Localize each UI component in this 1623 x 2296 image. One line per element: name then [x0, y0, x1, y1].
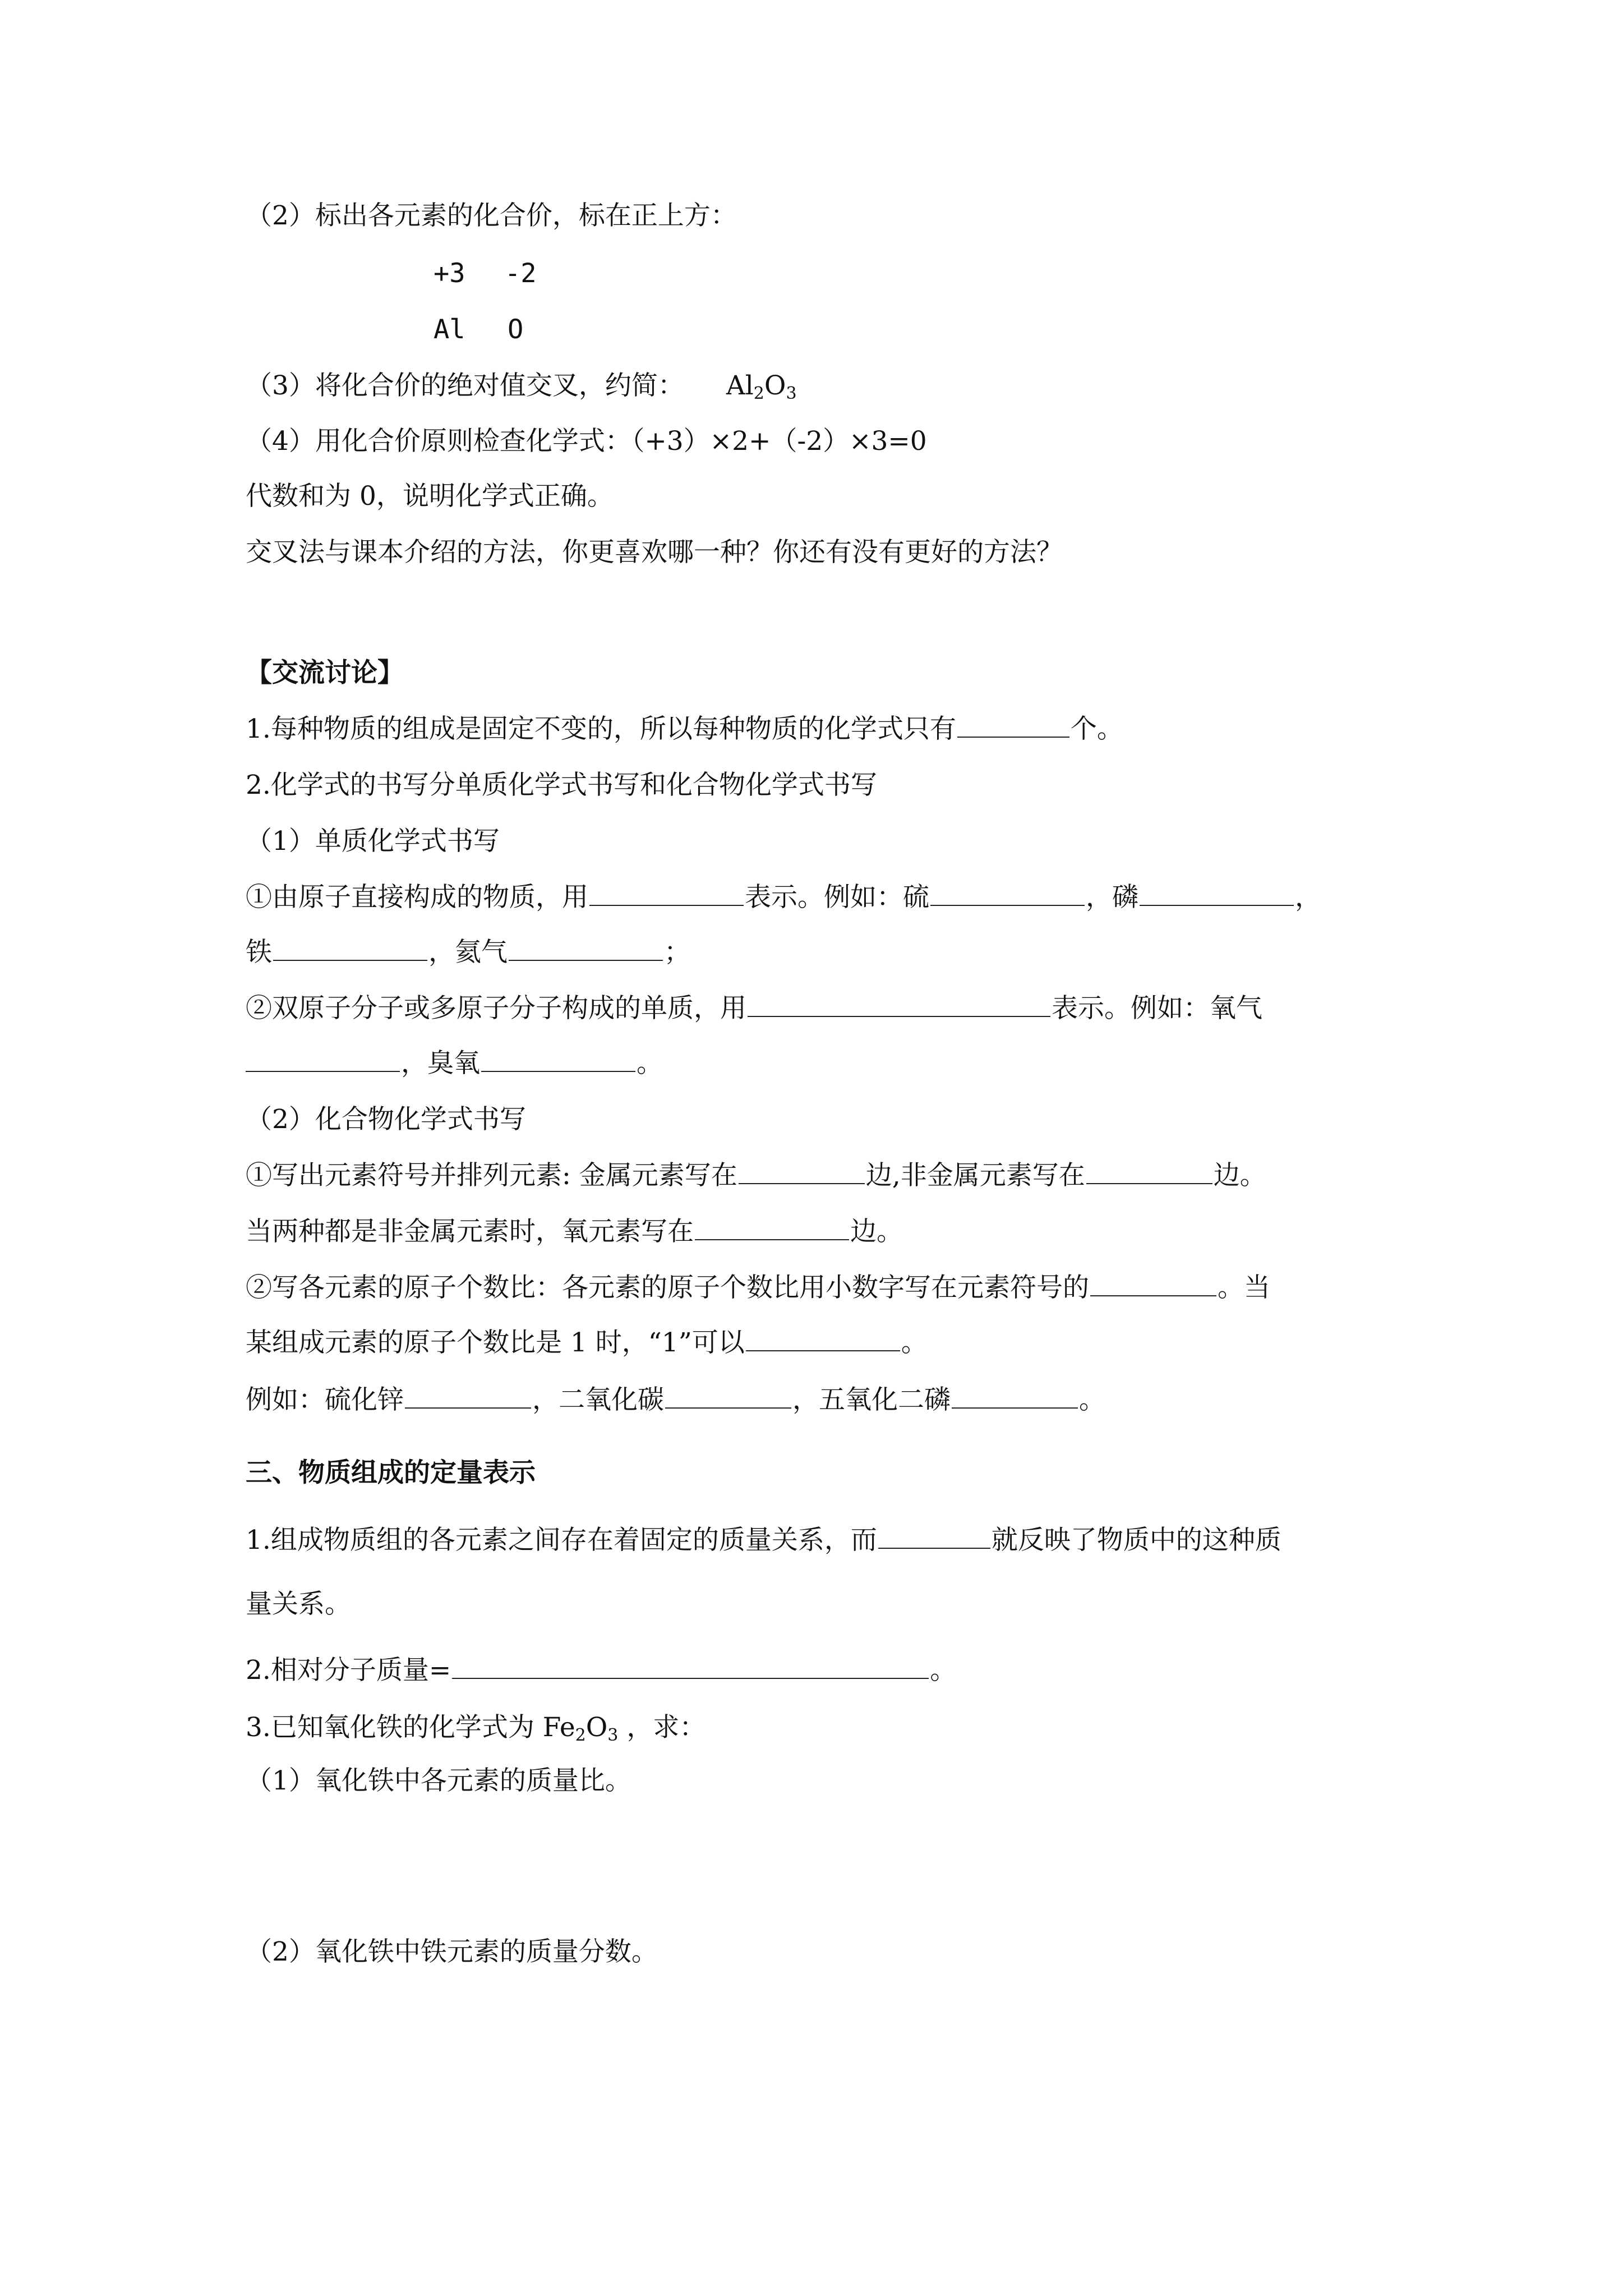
text-fragment: O — [585, 1712, 608, 1743]
formula-al: Al — [726, 370, 754, 401]
fill-blank[interactable] — [878, 1524, 990, 1549]
discussion-item-1 — [246, 712, 1123, 746]
text-fragment: 1.组成物质组的各元素之间存在着固定的质量关系，而 — [246, 1525, 877, 1556]
text-fragment: 表示。例如：氧气 — [1052, 993, 1262, 1024]
formula-subscript: 3 — [607, 1726, 619, 1745]
text-fragment: 例如：硫化锌 — [246, 1384, 404, 1415]
discussion-line-4 — [246, 881, 1321, 914]
discussion-subhead-2: （2）化合物化学式书写 — [246, 1104, 526, 1135]
text-fragment: 边。 — [1213, 1160, 1266, 1191]
text-fragment: ②写各元素的原子个数比：各元素的原子个数比用小数字写在元素符号的 — [246, 1272, 1089, 1303]
fill-blank[interactable] — [452, 1654, 929, 1679]
fill-blank[interactable] — [589, 881, 744, 906]
valence-al: +3 — [434, 258, 465, 289]
formula-subscript: 2 — [575, 1726, 586, 1745]
fill-blank[interactable] — [930, 881, 1085, 906]
text-fragment: 表示。例如：硫 — [745, 882, 929, 913]
text-fragment: ； — [664, 937, 690, 968]
fill-blank[interactable] — [1140, 881, 1294, 906]
text-fragment: ， — [1295, 882, 1321, 913]
fill-blank[interactable] — [273, 936, 427, 961]
step-3-text — [246, 369, 797, 403]
discussion-line-7 — [246, 1047, 663, 1080]
text-fragment: ，二氧化碳 — [532, 1384, 664, 1415]
fill-blank[interactable] — [957, 713, 1069, 738]
step-4-text: （4）用化合价原则检查化学式：（+3）×2+（-2）×3=0 — [246, 426, 927, 457]
text-fragment: ，氦气 — [428, 937, 508, 968]
text-fragment: 。 — [1079, 1384, 1105, 1415]
text-fragment: 边。 — [850, 1216, 903, 1247]
fill-blank[interactable] — [748, 992, 1050, 1017]
text-fragment: 个。 — [1070, 714, 1123, 744]
text-fragment: 。当 — [1218, 1272, 1270, 1303]
text-fragment: 。 — [637, 1048, 663, 1079]
fill-blank[interactable] — [739, 1159, 865, 1184]
text-fragment: 铁 — [246, 937, 272, 968]
fill-blank[interactable] — [1086, 1159, 1212, 1184]
fill-blank[interactable] — [1090, 1272, 1216, 1296]
text-fragment: 。 — [901, 1327, 928, 1358]
text-fragment: 就反映了物质中的这种质 — [991, 1525, 1281, 1556]
text-fragment: 某组成元素的原子个数比是 1 时，“1”可以 — [246, 1327, 745, 1358]
text-fragment: 当两种都是非金属元素时，氧元素写在 — [246, 1216, 694, 1247]
formula-sub-al: 2 — [753, 384, 764, 403]
conclusion-text: 代数和为 0，说明化学式正确。 — [246, 481, 614, 512]
fill-blank[interactable] — [509, 936, 663, 961]
section-3-q3 — [246, 1711, 706, 1745]
discussion-heading: 【交流讨论】 — [246, 657, 404, 688]
fill-blank[interactable] — [746, 1327, 900, 1351]
text-fragment: 1.每种物质的组成是固定不变的，所以每种物质的化学式只有 — [246, 714, 956, 744]
text-fragment: ，求： — [618, 1712, 706, 1743]
discussion-line-6 — [246, 992, 1262, 1025]
text-fragment: ，五氧化二磷 — [792, 1384, 951, 1415]
fill-blank[interactable] — [695, 1216, 849, 1240]
discussion-line-13 — [246, 1383, 1105, 1417]
text-fragment: ，磷 — [1086, 882, 1138, 913]
section-3-heading: 三、物质组成的定量表示 — [246, 1457, 536, 1488]
fill-blank[interactable] — [952, 1384, 1078, 1409]
symbol-al: Al — [434, 314, 465, 345]
section-3-q1-line-2: 量关系。 — [246, 1589, 351, 1619]
text-fragment: ①由原子直接构成的物质，用 — [246, 882, 588, 913]
text-fragment: 。 — [930, 1655, 957, 1686]
section-3-q2 — [246, 1654, 956, 1687]
discussion-line-9 — [246, 1159, 1266, 1193]
discussion-line-11 — [246, 1271, 1270, 1305]
section-3-q1-line-1 — [246, 1524, 1281, 1557]
section-3-q3-part-1: （1）氧化铁中各元素的质量比。 — [246, 1765, 631, 1796]
fill-blank[interactable] — [481, 1047, 635, 1072]
section-3-q3-part-2: （2）氧化铁中铁元素的质量分数。 — [246, 1936, 658, 1967]
text-fragment: ①写出元素符号并排列元素: 金属元素写在 — [246, 1160, 737, 1191]
formula-o: O — [764, 370, 786, 401]
step-2-text: （2）标出各元素的化合价，标在正上方： — [246, 200, 737, 231]
method-question: 交叉法与课本介绍的方法，你更喜欢哪一种？你还有没有更好的方法？ — [246, 537, 1063, 568]
text-fragment: 边,非金属元素写在 — [865, 1160, 1085, 1191]
discussion-subhead-1: （1）单质化学式书写 — [246, 826, 500, 857]
valence-o: -2 — [505, 258, 537, 289]
discussion-line-5 — [246, 936, 690, 969]
fill-blank[interactable] — [405, 1384, 531, 1409]
text-fragment: ，臭氧 — [401, 1048, 480, 1079]
fill-blank[interactable] — [246, 1047, 400, 1072]
fill-blank[interactable] — [665, 1384, 791, 1409]
discussion-line-12 — [246, 1326, 928, 1360]
text-fragment: 3.已知氧化铁的化学式为 Fe — [246, 1712, 575, 1743]
symbol-o: O — [508, 314, 524, 345]
formula-sub-o: 3 — [786, 384, 797, 403]
step-3-prefix: （3）将化合价的绝对值交叉，约简： — [246, 370, 684, 401]
discussion-item-2: 2.化学式的书写分单质化学式书写和化合物化学式书写 — [246, 770, 877, 800]
discussion-line-10 — [246, 1215, 903, 1249]
text-fragment: 2.相对分子质量= — [246, 1655, 451, 1686]
text-fragment: ②双原子分子或多原子分子构成的单质，用 — [246, 993, 746, 1024]
